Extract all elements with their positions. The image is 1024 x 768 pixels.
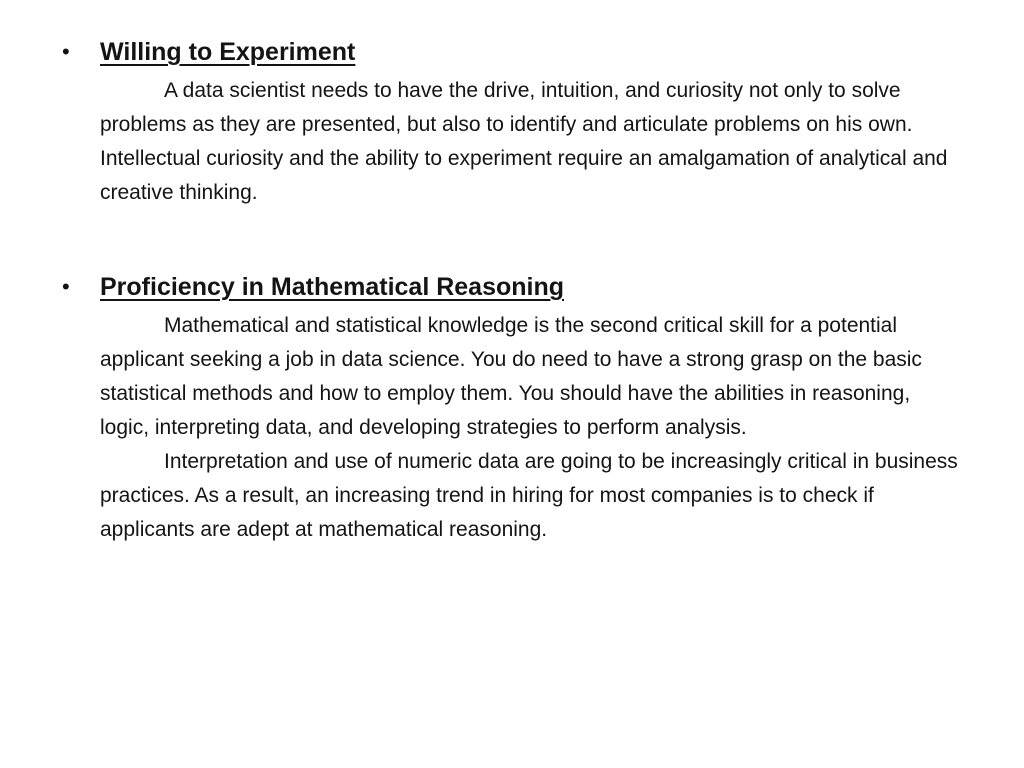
bullet-icon: • <box>62 274 70 299</box>
section-heading: Proficiency in Mathematical Reasoning <box>100 273 565 301</box>
section-paragraph: Mathematical and statistical knowledge is the second critical skill for a potential applicant seeking a job in data science. You do need to have a strong grasp on the basic statistical methods and how to employ them. You should have the abilities in reasoning, logic, interpreting data, and developing strategies to perform analysis. <box>100 314 922 439</box>
section-paragraph: Interpretation and use of numeric data are going to be increasingly critical in business practices. As a result, an increasing trend in hiring for most companies is to check if applicants are adept at mathematical reasoning. <box>100 450 958 541</box>
section-mathematical-reasoning <box>62 265 962 547</box>
section-heading: Willing to Experiment <box>100 38 356 66</box>
section-willing-to-experiment <box>62 30 962 210</box>
section-paragraph: A data scientist needs to have the drive, intuition, and curiosity not only to solve problems as they are presented, but also to identify and articulate problems on his own. Intellectual curiosity and the ability to experiment require an amalgamation of analytical and creative thinking. <box>100 79 948 204</box>
bullet-icon: • <box>62 39 70 64</box>
